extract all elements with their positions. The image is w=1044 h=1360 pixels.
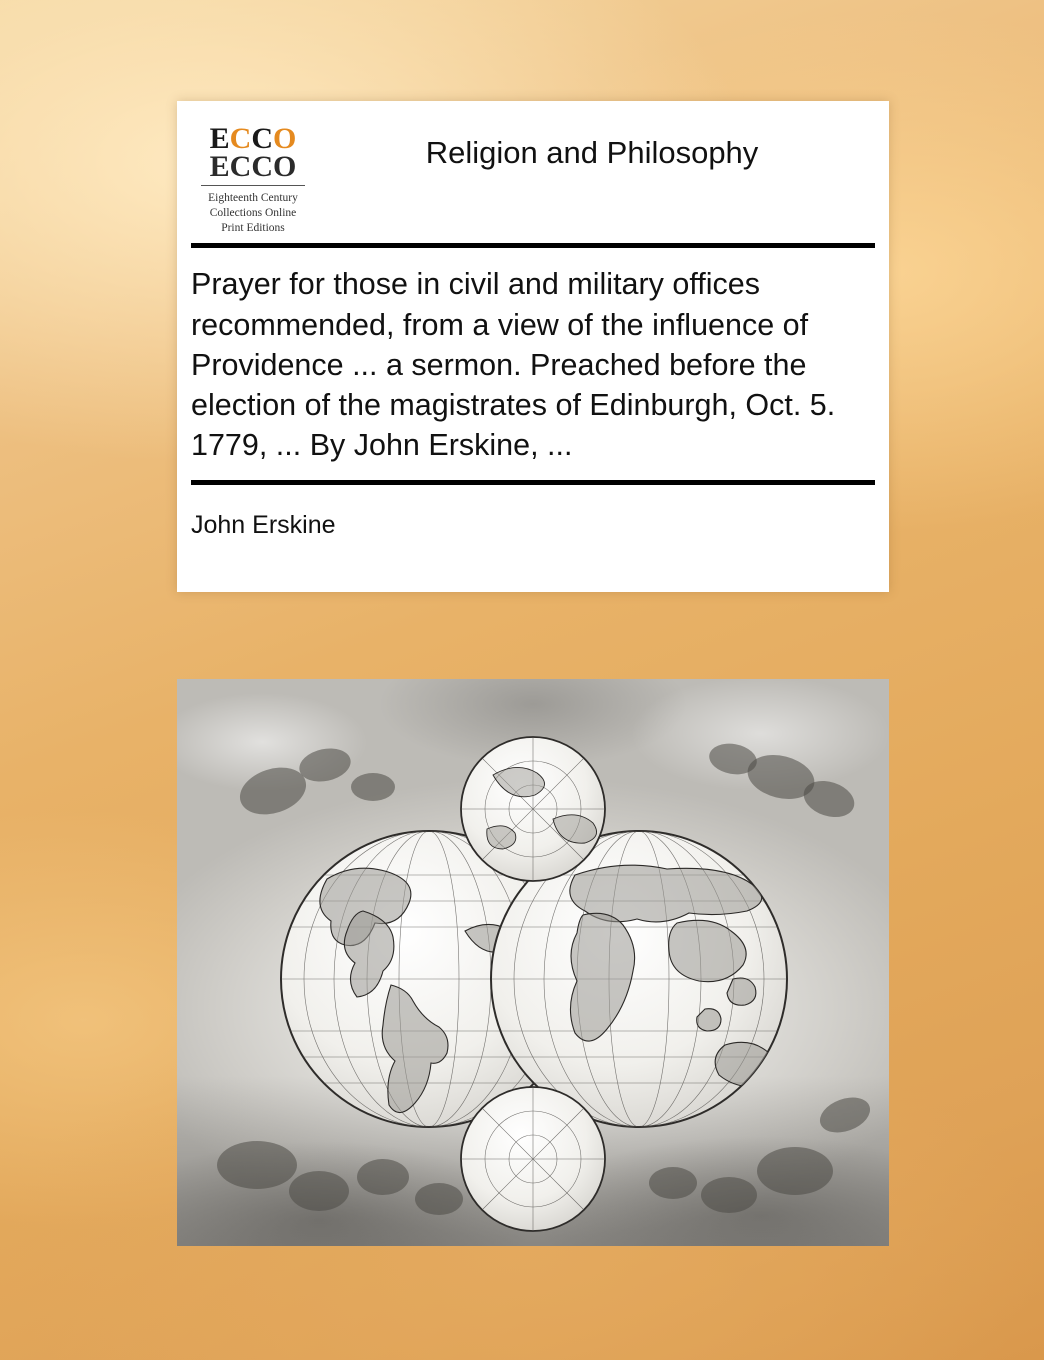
- publisher-sub-line-3: Print Editions: [221, 221, 285, 234]
- book-cover-sheet: [177, 101, 889, 592]
- publisher-sub-line-2: Collections Online: [209, 206, 297, 219]
- cover-header: [177, 101, 889, 243]
- logo-divider-rule: [201, 185, 305, 186]
- publisher-sub-line-1: Eighteenth Century: [208, 192, 298, 205]
- map-linework: [177, 679, 889, 1246]
- ecco-publisher-logo: [191, 113, 315, 235]
- title-block: [177, 248, 889, 479]
- polar-inset-south: [461, 1087, 605, 1231]
- ecco-logo-wordmark-bottom: ECCO: [209, 149, 297, 183]
- ecco-logo-wordmark-top: ECCO: [209, 122, 297, 155]
- category-heading-wrap: [315, 113, 875, 171]
- author-block: [177, 485, 889, 592]
- author-name: John Erskine: [191, 510, 336, 539]
- page-title: Prayer for those in civil and military offices recommended, from a view of the influence of Providence ... a sermon. Preached before the election of the magistrates of Edinburgh, Oct. 5. 1779, ... By John Erskine, ...: [191, 267, 836, 463]
- polar-inset-north: [461, 737, 605, 881]
- category-heading: Religion and Philosophy: [425, 135, 759, 170]
- world-map-engraving: [177, 679, 889, 1246]
